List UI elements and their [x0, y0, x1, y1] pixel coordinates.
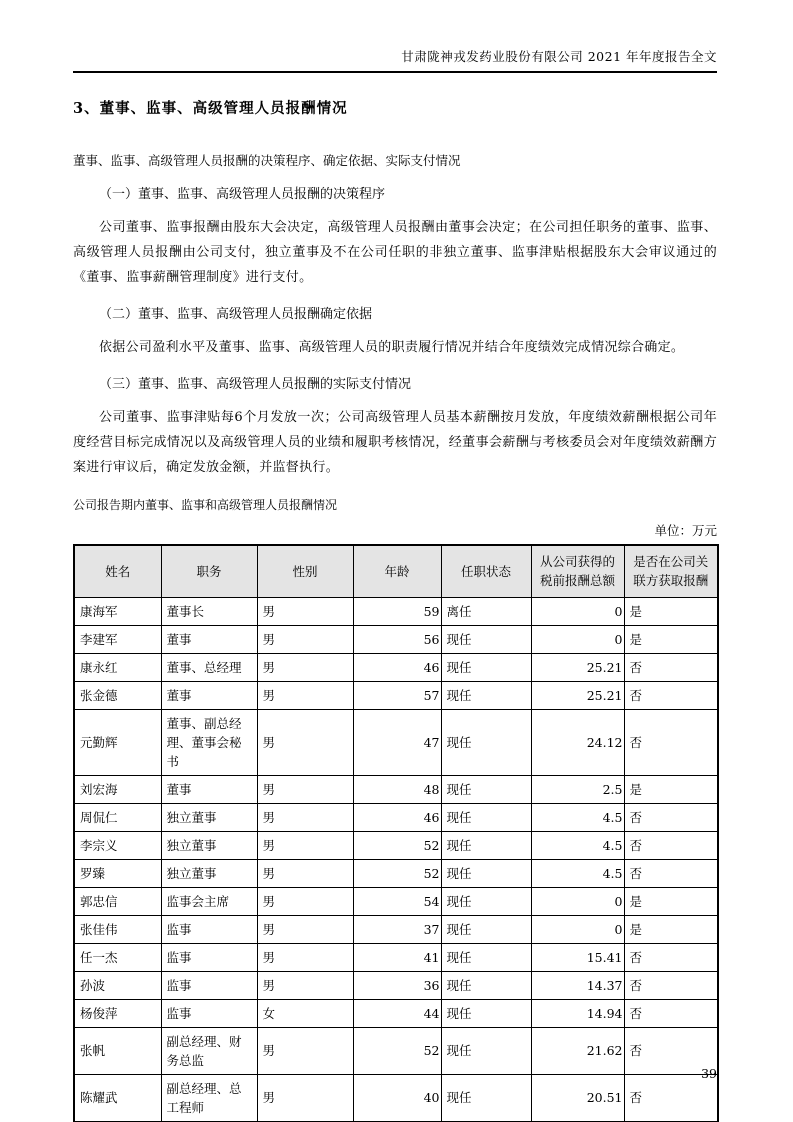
compensation-cell: 21.62 [531, 1027, 624, 1074]
page-number: 39 [701, 1066, 717, 1081]
section-intro: 董事、监事、高级管理人员报酬的决策程序、确定依据、实际支付情况 [73, 153, 461, 168]
compensation-cell: 0 [531, 887, 624, 915]
name-cell: 张金德 [74, 681, 161, 709]
position-cell: 董事 [161, 625, 257, 653]
status-cell: 现任 [441, 887, 531, 915]
status-cell: 现任 [441, 709, 531, 775]
name-cell: 康永红 [74, 653, 161, 681]
column-header-6: 是否在公司关联方获取报酬 [624, 545, 718, 597]
gender-cell: 男 [257, 709, 353, 775]
table-row [74, 971, 718, 999]
gender-cell: 男 [257, 1074, 353, 1122]
gender-cell: 男 [257, 831, 353, 859]
compensation-cell: 14.94 [531, 999, 624, 1027]
name-cell: 元勤辉 [74, 709, 161, 775]
position-cell: 监事 [161, 915, 257, 943]
gender-cell: 男 [257, 803, 353, 831]
subsection-1-body: 公司董事、监事报酬由股东大会决定，高级管理人员报酬由董事会决定；在公司担任职务的董事、监事、高级管理人员报酬由公司支付，独立董事及不在公司任职的非独立董事、监事津贴根据股东大会审议通过的《董事、监事薪酬管理制度》进行支付。 [73, 220, 717, 285]
age-cell: 46 [353, 803, 441, 831]
compensation-cell: 0 [531, 625, 624, 653]
name-cell: 任一杰 [74, 943, 161, 971]
table-row [74, 597, 718, 625]
age-cell: 36 [353, 971, 441, 999]
table-caption: 公司报告期内董事、监事和高级管理人员报酬情况 [73, 498, 338, 512]
status-cell: 现任 [441, 1027, 531, 1074]
age-cell: 46 [353, 653, 441, 681]
compensation-cell: 24.12 [531, 709, 624, 775]
status-cell: 现任 [441, 625, 531, 653]
related-party-cell: 否 [624, 943, 718, 971]
name-cell: 孙波 [74, 971, 161, 999]
related-party-cell: 否 [624, 1027, 718, 1074]
column-header-0: 姓名 [74, 545, 161, 597]
gender-cell: 男 [257, 887, 353, 915]
subsection-2-body: 依据公司盈利水平及董事、监事、高级管理人员的职责履行情况并结合年度绩效完成情况综合确定。 [99, 340, 685, 355]
compensation-cell: 0 [531, 597, 624, 625]
status-cell: 现任 [441, 831, 531, 859]
subsection-3-body: 公司董事、监事津贴每6个月发放一次；公司高级管理人员基本薪酬按月发放，年度绩效薪酬根据公司年度经营目标完成情况以及高级管理人员的业绩和履职考核情况，经董事会薪酬与考核委员会对年度绩效薪酬方案进行审议后，确定发放金额，并监督执行。 [73, 410, 717, 475]
related-party-cell: 否 [624, 831, 718, 859]
section-title: 3、董事、监事、高级管理人员报酬情况 [73, 100, 348, 117]
gender-cell: 女 [257, 999, 353, 1027]
column-header-5: 从公司获得的税前报酬总额 [531, 545, 624, 597]
related-party-cell: 否 [624, 709, 718, 775]
position-cell: 监事 [161, 999, 257, 1027]
table-row [74, 1074, 718, 1122]
related-party-cell: 是 [624, 597, 718, 625]
status-cell: 现任 [441, 1074, 531, 1122]
name-cell: 张佳伟 [74, 915, 161, 943]
gender-cell: 男 [257, 653, 353, 681]
name-cell: 周侃仁 [74, 803, 161, 831]
compensation-cell: 25.21 [531, 653, 624, 681]
status-cell: 现任 [441, 681, 531, 709]
related-party-cell: 否 [624, 999, 718, 1027]
related-party-cell: 是 [624, 775, 718, 803]
name-cell: 李宗义 [74, 831, 161, 859]
status-cell: 现任 [441, 653, 531, 681]
compensation-cell: 4.5 [531, 803, 624, 831]
table-row [74, 943, 718, 971]
position-cell: 独立董事 [161, 859, 257, 887]
related-party-cell: 否 [624, 1074, 718, 1122]
gender-cell: 男 [257, 681, 353, 709]
name-cell: 李建军 [74, 625, 161, 653]
gender-cell: 男 [257, 915, 353, 943]
position-cell: 董事 [161, 681, 257, 709]
age-cell: 52 [353, 831, 441, 859]
gender-cell: 男 [257, 943, 353, 971]
position-cell: 董事长 [161, 597, 257, 625]
position-cell: 副总经理、总工程师 [161, 1074, 257, 1122]
age-cell: 59 [353, 597, 441, 625]
position-cell: 董事、总经理 [161, 653, 257, 681]
gender-cell: 男 [257, 597, 353, 625]
subsection-2-title: （二）董事、监事、高级管理人员报酬确定依据 [99, 307, 373, 322]
compensation-cell: 0 [531, 915, 624, 943]
related-party-cell: 否 [624, 653, 718, 681]
related-party-cell: 否 [624, 681, 718, 709]
age-cell: 57 [353, 681, 441, 709]
age-cell: 48 [353, 775, 441, 803]
status-cell: 现任 [441, 915, 531, 943]
name-cell: 郭忠信 [74, 887, 161, 915]
status-cell: 现任 [441, 803, 531, 831]
status-cell: 现任 [441, 775, 531, 803]
table-row [74, 681, 718, 709]
name-cell: 杨俊萍 [74, 999, 161, 1027]
gender-cell: 男 [257, 859, 353, 887]
table-header-row [74, 545, 718, 597]
table-row [74, 709, 718, 775]
age-cell: 44 [353, 999, 441, 1027]
status-cell: 现任 [441, 859, 531, 887]
compensation-cell: 20.51 [531, 1074, 624, 1122]
column-header-1: 职务 [161, 545, 257, 597]
table-row [74, 775, 718, 803]
position-cell: 独立董事 [161, 831, 257, 859]
status-cell: 离任 [441, 597, 531, 625]
related-party-cell: 是 [624, 915, 718, 943]
name-cell: 罗臻 [74, 859, 161, 887]
table-row [74, 887, 718, 915]
header-rule [73, 71, 717, 73]
related-party-cell: 否 [624, 859, 718, 887]
table-row [74, 999, 718, 1027]
name-cell: 康海军 [74, 597, 161, 625]
unit-label: 单位：万元 [654, 523, 717, 538]
age-cell: 41 [353, 943, 441, 971]
related-party-cell: 是 [624, 887, 718, 915]
table-row [74, 859, 718, 887]
table-row [74, 625, 718, 653]
name-cell: 陈耀武 [74, 1074, 161, 1122]
age-cell: 56 [353, 625, 441, 653]
column-header-4: 任职状态 [441, 545, 531, 597]
status-cell: 现任 [441, 943, 531, 971]
age-cell: 52 [353, 859, 441, 887]
age-cell: 47 [353, 709, 441, 775]
compensation-cell: 15.41 [531, 943, 624, 971]
compensation-cell: 4.5 [531, 831, 624, 859]
gender-cell: 男 [257, 775, 353, 803]
gender-cell: 男 [257, 1027, 353, 1074]
position-cell: 副总经理、财务总监 [161, 1027, 257, 1074]
compensation-cell: 14.37 [531, 971, 624, 999]
document-header: 甘肃陇神戎发药业股份有限公司 2021 年年度报告全文 [401, 49, 717, 64]
table-row [74, 1027, 718, 1074]
name-cell: 张帆 [74, 1027, 161, 1074]
subsection-3-title: （三）董事、监事、高级管理人员报酬的实际支付情况 [99, 377, 412, 392]
name-cell: 刘宏海 [74, 775, 161, 803]
age-cell: 52 [353, 1027, 441, 1074]
related-party-cell: 否 [624, 803, 718, 831]
table-row [74, 803, 718, 831]
position-cell: 监事 [161, 971, 257, 999]
compensation-cell: 25.21 [531, 681, 624, 709]
status-cell: 现任 [441, 999, 531, 1027]
table-row [74, 915, 718, 943]
compensation-cell: 2.5 [531, 775, 624, 803]
position-cell: 监事会主席 [161, 887, 257, 915]
table-row [74, 653, 718, 681]
subsection-1-title: （一）董事、监事、高级管理人员报酬的决策程序 [99, 187, 386, 202]
status-cell: 现任 [441, 971, 531, 999]
related-party-cell: 是 [624, 625, 718, 653]
age-cell: 37 [353, 915, 441, 943]
age-cell: 54 [353, 887, 441, 915]
position-cell: 独立董事 [161, 803, 257, 831]
position-cell: 董事、副总经理、董事会秘书 [161, 709, 257, 775]
gender-cell: 男 [257, 971, 353, 999]
column-header-2: 性别 [257, 545, 353, 597]
related-party-cell: 否 [624, 971, 718, 999]
column-header-3: 年龄 [353, 545, 441, 597]
compensation-table [73, 544, 719, 1122]
age-cell: 40 [353, 1074, 441, 1122]
position-cell: 监事 [161, 943, 257, 971]
position-cell: 董事 [161, 775, 257, 803]
table-body [74, 597, 718, 1122]
gender-cell: 男 [257, 625, 353, 653]
compensation-cell: 4.5 [531, 859, 624, 887]
table-row [74, 831, 718, 859]
